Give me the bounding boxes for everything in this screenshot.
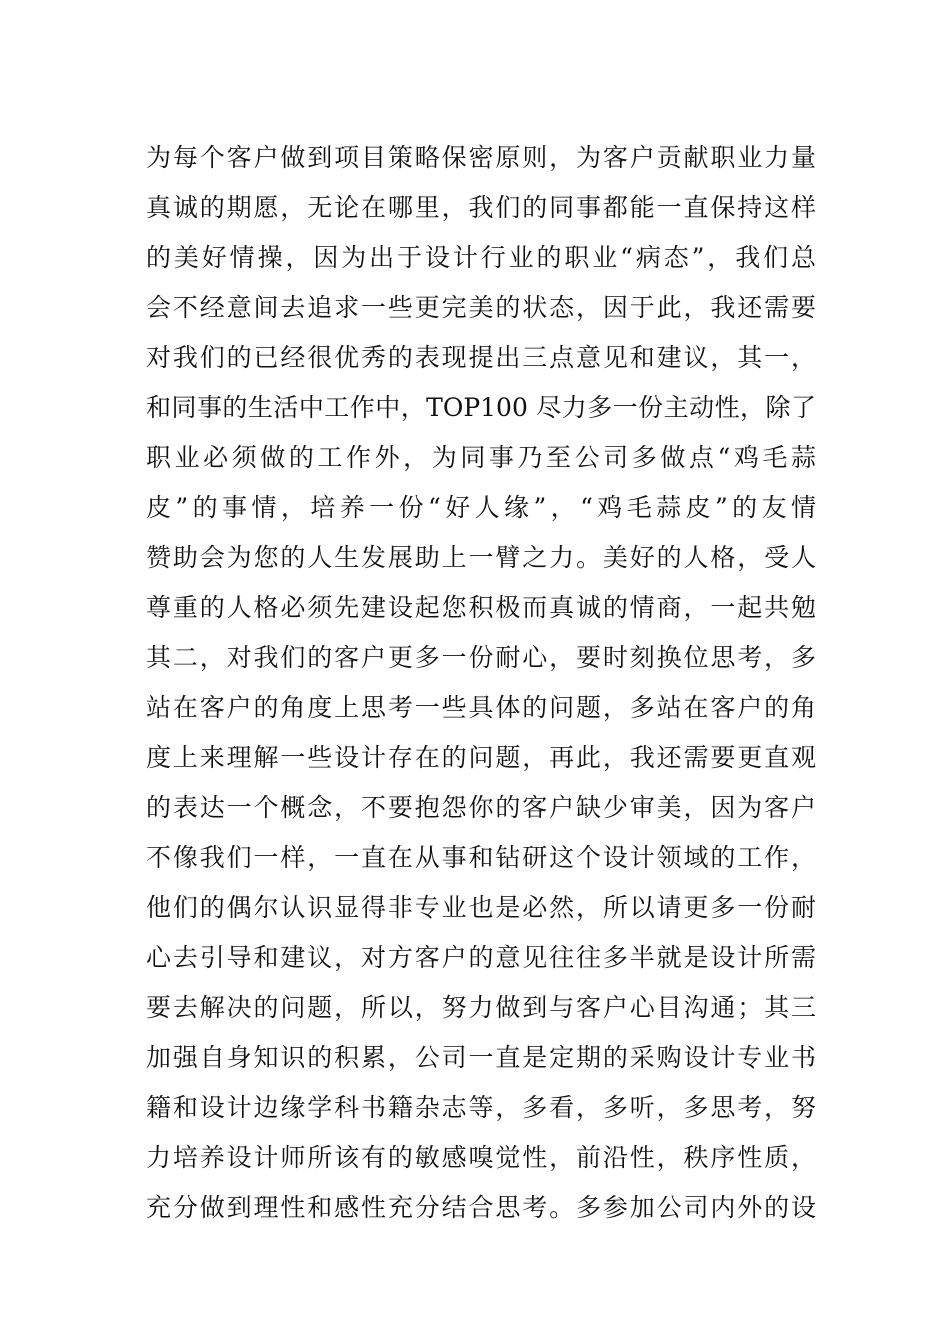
text-line-5: 对我们的已经很优秀的表现提出三点意见和建议，其一， xyxy=(146,343,816,372)
text-line-17: 心去引导和建议，对方客户的意见往往多半就是设计所需 xyxy=(146,943,816,972)
text-line-12: 站在客户的角度上思考一些具体的问题，多站在客户的角 xyxy=(146,693,816,722)
text-line-13: 度上来理解一些设计存在的问题，再此，我还需要更直观 xyxy=(146,743,816,772)
text-line-7: 职业必须做的工作外，为同事乃至公司多做点“鸡毛蒜 xyxy=(146,443,816,472)
text-line-3: 的美好情操，因为出于设计行业的职业“病态”，我们总 xyxy=(146,243,816,272)
text-line-16: 他们的偶尔认识显得非专业也是必然，所以请更多一份耐 xyxy=(146,893,816,922)
text-line-9: 赞助会为您的人生发展助上一臂之力。美好的人格，受人 xyxy=(146,543,816,572)
text-line-15: 不像我们一样，一直在从事和钻研这个设计领域的工作， xyxy=(146,843,816,872)
text-line-8: 皮”的事情，培养一份“好人缘”，“鸡毛蒜皮”的友情 xyxy=(146,493,816,522)
text-line-2: 真诚的期愿，无论在哪里，我们的同事都能一直保持这样 xyxy=(146,193,816,222)
text-line-6: 和同事的生活中工作中，TOP100 尽力多一份主动性，除了 xyxy=(146,393,816,422)
text-line-18: 要去解决的问题，所以，努力做到与客户心目沟通；其三 xyxy=(146,993,816,1022)
text-line-22: 充分做到理性和感性充分结合思考。多参加公司内外的设 xyxy=(146,1193,816,1222)
text-line-11: 其二，对我们的客户更多一份耐心，要时刻换位思考，多 xyxy=(146,643,816,672)
text-line-1: 为每个客户做到项目策略保密原则，为客户贡献职业力量 xyxy=(146,143,816,172)
text-line-20: 籍和设计边缘学科书籍杂志等，多看，多听，多思考，努 xyxy=(146,1093,816,1122)
text-line-4: 会不经意间去追求一些更完美的状态，因于此，我还需要 xyxy=(146,293,816,322)
text-line-14: 的表达一个概念，不要抱怨你的客户缺少审美，因为客户 xyxy=(146,793,816,822)
text-line-21: 力培养设计师所该有的敏感嗅觉性，前沿性，秩序性质， xyxy=(146,1143,816,1172)
text-line-19: 加强自身知识的积累，公司一直是定期的采购设计专业书 xyxy=(146,1043,816,1072)
text-line-10: 尊重的人格必须先建设起您积极而真诚的情商，一起共勉 xyxy=(146,593,816,622)
body-text xyxy=(146,133,816,1233)
